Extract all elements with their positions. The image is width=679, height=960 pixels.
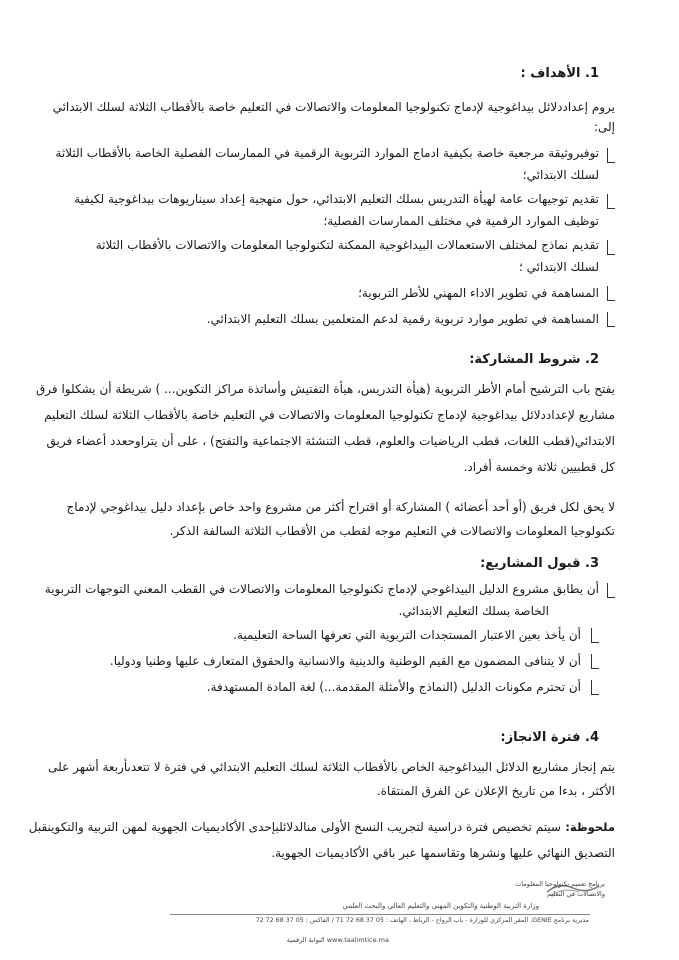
objective-2-line-1: تقديم توجيهات عامة لهيأة التدريس بسلك التعليم الابتدائي، حول منهجية إعداد سيناريوهات بيداغوجية لكيفية <box>74 192 599 206</box>
section-3-heading: 3. قبول المشاريع: <box>480 556 599 571</box>
bullet-marker <box>591 628 599 643</box>
objective-1-line-2: لسلك الابتدائي؛ <box>522 168 599 182</box>
logo-text-2: والاتصالات في التعليم <box>547 890 605 898</box>
remark-line-2: التصديق النهائي عليها ونشرها وتقاسمها عبر باقي الأكاديميات الجهوية. <box>271 846 615 860</box>
section-4-line-2: الأكثر ، بدءا من تاريخ الإعلان عن الفرق المنتقاة. <box>376 784 615 798</box>
objective-3-line-1: تقديم نماذج لمختلف الاستعمالات البيداغوجية الممكنة لتكنولوجيا المعلومات والاتصالات بالأقطاب الثلاثة <box>95 238 599 252</box>
section-2-line-1: يفتح باب الترشيح أمام الأطر التربوية (هيأة التدريس، هيأة التفتيش وأساتذة مراكز التكوين... ) شريطة أن يشكلوا فرق <box>35 382 615 396</box>
bullet-marker <box>607 194 615 209</box>
footer-website[interactable]: www.taalimtice.ma البوابة الرقمية <box>286 936 389 944</box>
ministry-name: وزارة التربية الوطنية والتكوين المهني والتعليم العالي والبحث العلمي <box>342 902 539 910</box>
bullet-marker <box>607 286 615 301</box>
bullet-marker <box>607 583 615 598</box>
acceptance-1-line-2: الخاصة بسلك التعليم الابتدائي. <box>398 604 549 618</box>
bullet-marker <box>591 654 599 669</box>
acceptance-2: أن يأخذ بعين الاعتبار المستجدات التربوية التي تعرفها الساحة التعليمية. <box>233 628 581 642</box>
section-2-line-2: مشاريع لإعداددلائل بيداغوجية لإدماج تكنولوجيا المعلومات والاتصالات في التعليم خاصة بالأقطاب الثلاثة لسلك التعليم <box>44 408 615 422</box>
section-2-line-3: الابتدائي(قطب اللغات، قطب الرياضيات والعلوم، قطب التنشئة الاجتماعية والتفتح) ، على أن يتراوحعدد أعضاء فريق <box>46 434 615 448</box>
section-1-intro-line-1: يروم إعداددلائل بيداغوجية لإدماج تكنولوجيا المعلومات والاتصالات في التعليم خاصة بالأقطاب الثلاثة لسلك الابتدائي <box>52 100 615 114</box>
remark-line-1: سيتم تخصيص فترة دراسية لتجريب النسخ الأولى منالدلائلبإحدى الأكاديميات الجهوية لمهن التربية والتكوينقبل <box>28 820 561 834</box>
bullet-marker <box>591 680 599 695</box>
bullet-marker <box>607 312 615 327</box>
section-4-heading: 4. فترة الانجاز: <box>500 730 599 745</box>
acceptance-3: أن لا يتنافى المضمون مع القيم الوطنية والدينية والانسانية والحقوق المتعارف عليها وطنيا ودوليا. <box>109 654 581 668</box>
bullet-marker <box>607 240 615 255</box>
remark-label: ملحوظة: <box>565 820 615 834</box>
section-1-intro-line-2: إلى: <box>593 120 615 134</box>
objective-4: المساهمة في تطوير الاداء المهني للأطر التربوية؛ <box>358 286 599 300</box>
footer-divider <box>170 914 590 915</box>
objective-1-line-1: توفيروثيقة مرجعية خاصة بكيفية ادماج الموارد التربوية الرقمية في الممارسات الفصلية الخاصة بالأقطاب الثلاثة <box>55 146 599 160</box>
section-4-line-1: يتم إنجاز مشاريع الدلائل البيداغوجية الخاص بالأقطاب الثلاثة لسلك التعليم الابتدائي في فترة لا تتعدىأربعة أشهر على <box>48 760 615 774</box>
bullet-marker <box>607 148 615 163</box>
logo-text-1: برنامج تعميم تكنولوجيا المعلومات <box>515 880 605 888</box>
footer-address: مديرية برنامج GENIE، المقر المركزي للوزارة - باب الرواح - الرباط ، الهاتف : 05 37 68 72 71 / الفاكس : 05 37 68 72 72 <box>255 917 589 924</box>
objective-5: المساهمة في تطوير موارد تربوية رقمية لدعم المتعلمين بسلك التعليم الابتدائي. <box>206 312 599 326</box>
section-2-heading: 2. شروط المشاركة: <box>469 352 599 367</box>
objective-2-line-2: توظيف الموارد الرقمية في مختلف الممارسات الفصلية؛ <box>323 214 599 228</box>
objective-3-line-2: لسلك الابتدائي ؛ <box>518 260 599 274</box>
section-1-heading: 1. الأهداف : <box>520 66 599 81</box>
acceptance-4: أن تحترم مكونات الدليل (النماذج والأمثلة المقدمة...) لغة المادة المستهدفة. <box>206 680 581 694</box>
acceptance-1-line-1: أن يطابق مشروع الدليل البيداغوجي لإدماج تكنولوجيا المعلومات والاتصالات في القطب المعني التوجهات التربوية <box>44 582 599 596</box>
section-2-note-line-1: لا يحق لكل فريق (أو أحد أعضائه ) المشاركة أو اقتراح أكثر من مشروع واحد خاص بإعداد دليل بيداغوجي لإدماج <box>66 500 615 514</box>
section-2-line-4: كل قطبيين ثلاثة وخمسة أفراد. <box>463 460 615 474</box>
section-2-note-line-2: تكنولوجيا المعلومات والاتصالات في التعليم موجه لقطب من الأقطاب الثلاثة السالفة الذكر. <box>169 524 615 538</box>
